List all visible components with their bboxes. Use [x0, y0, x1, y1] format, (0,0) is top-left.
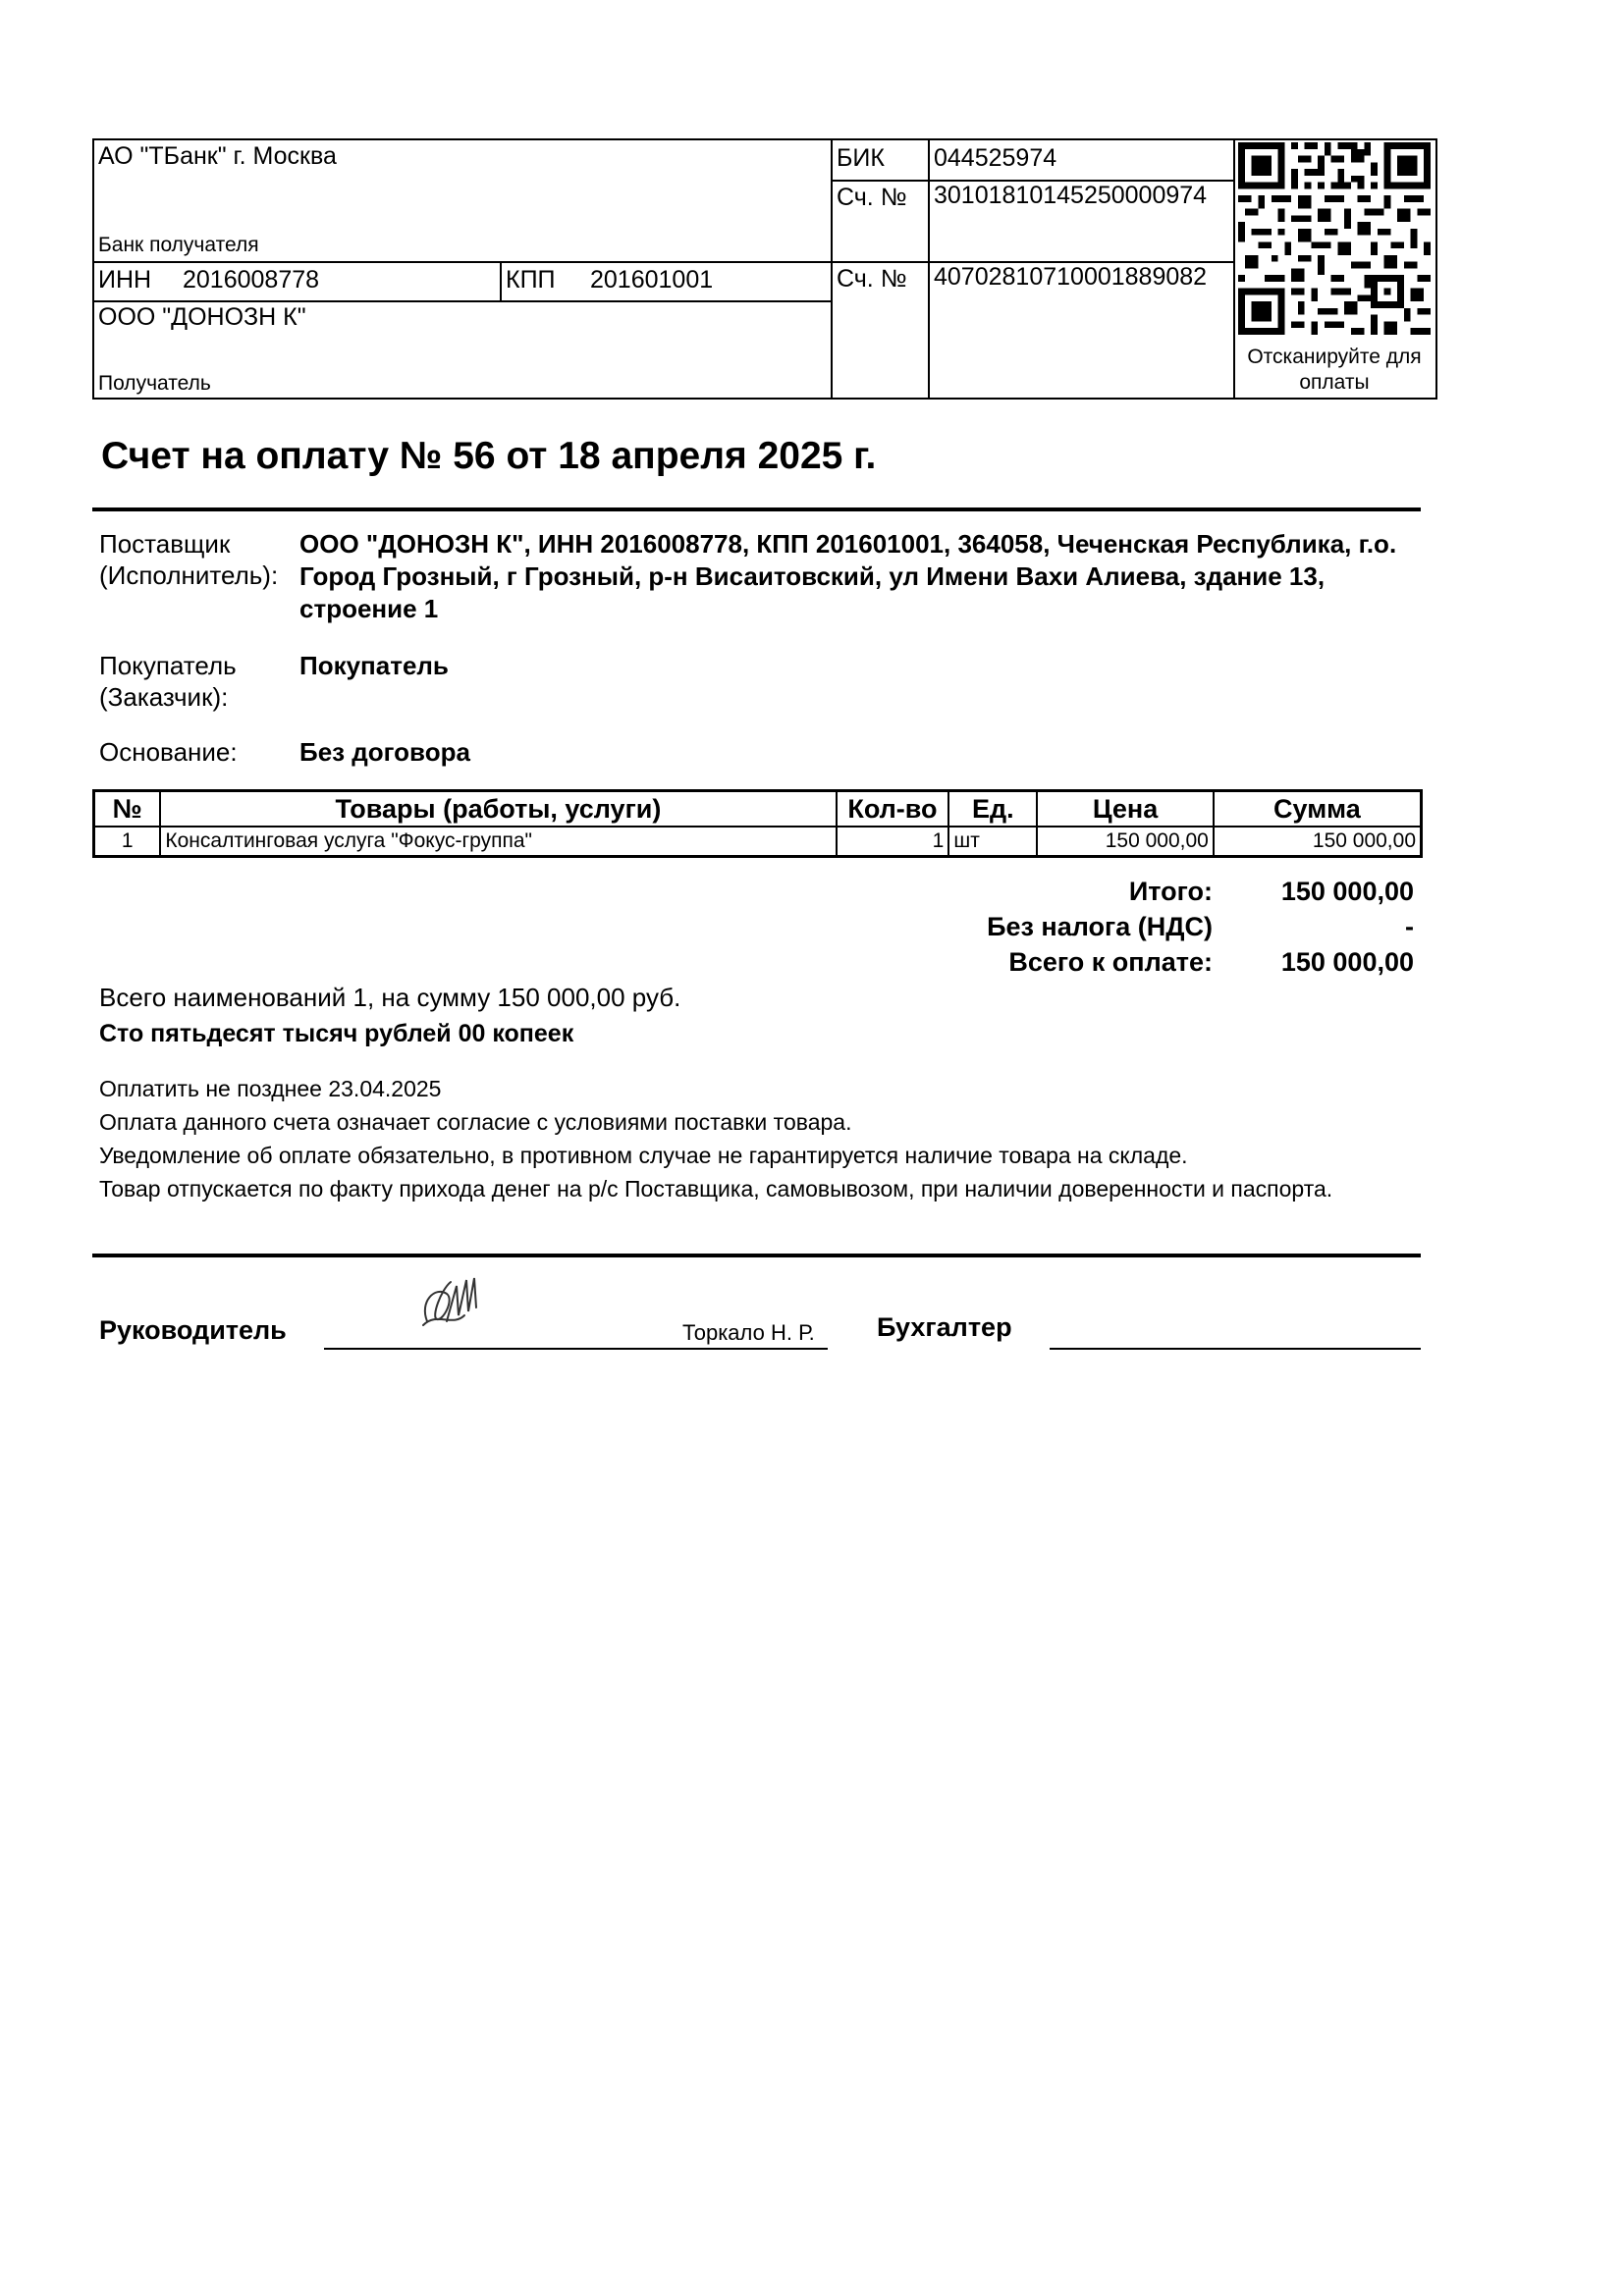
column-header: Сумма — [1214, 791, 1422, 828]
item-quantity: 1 — [837, 827, 949, 857]
bank-details-block — [92, 138, 1437, 400]
item-unit: шт — [948, 827, 1037, 857]
term-line: Оплатить не позднее 23.04.2025 — [99, 1076, 442, 1101]
item-name: Консалтинговая услуга "Фокус-группа" — [160, 827, 836, 857]
basis-label: Основание: — [99, 737, 238, 767]
accountant-label: Бухгалтер — [877, 1312, 1012, 1342]
table-row — [94, 827, 1422, 857]
inn-label: ИНН — [98, 266, 152, 294]
amount-in-words: Сто пятьдесят тысяч рублей 00 копеек — [99, 1020, 574, 1047]
recipient-caption: Получатель — [98, 372, 211, 395]
term-line: Уведомление об оплате обязательно, в противном случае не гарантируется наличие товара на складе. — [99, 1143, 1188, 1168]
items-count-line: Всего наименований 1, на сумму 150 000,00 руб. — [99, 983, 681, 1012]
corr-account-value: 30101810145250000974 — [934, 182, 1208, 209]
director-signature-line — [324, 1348, 828, 1350]
corr-account-label: Сч. № — [837, 184, 907, 211]
handwritten-signature-icon — [417, 1272, 496, 1339]
accountant-signature-line — [1050, 1348, 1421, 1350]
kpp-label: КПП — [506, 266, 556, 294]
bik-label: БИК — [837, 144, 885, 172]
director-label: Руководитель — [99, 1315, 287, 1345]
items-table — [92, 789, 1423, 858]
item-price: 150 000,00 — [1037, 827, 1214, 857]
bank-caption: Банк получателя — [98, 234, 259, 256]
qr-code-icon — [1238, 142, 1431, 335]
kpp-value: 201601001 — [590, 266, 714, 294]
due-label: Всего к оплате: — [1008, 947, 1213, 977]
recipient-name: ООО "ДОНОЗН К" — [98, 303, 306, 331]
qr-caption: Отсканируйте для оплаты — [1247, 346, 1422, 394]
item-sum: 150 000,00 — [1214, 827, 1422, 857]
account-label: Сч. № — [837, 265, 907, 293]
total-value: 150 000,00 — [1280, 877, 1414, 906]
buyer-label: Покупатель (Заказчик): — [99, 651, 237, 712]
column-header: Ед. — [948, 791, 1037, 828]
buyer-value: Покупатель — [299, 651, 449, 680]
director-name: Торкало Н. Р. — [682, 1320, 815, 1345]
account-value: 40702810710001889082 — [934, 263, 1208, 291]
term-line: Товар отпускается по факту прихода денег на р/с Поставщика, самовывозом, при наличии доверенности и паспорта. — [99, 1176, 1333, 1201]
table-header-row — [94, 791, 1422, 828]
vat-label: Без налога (НДС) — [987, 912, 1213, 941]
column-header: № — [94, 791, 161, 828]
title-divider — [92, 507, 1421, 511]
column-header: Цена — [1037, 791, 1214, 828]
bik-value: 044525974 — [934, 144, 1057, 172]
column-header: Кол-во — [837, 791, 949, 828]
column-header: Товары (работы, услуги) — [160, 791, 836, 828]
inn-value: 2016008778 — [183, 266, 320, 294]
invoice-title: Счет на оплату № 56 от 18 апреля 2025 г. — [101, 435, 877, 477]
basis-value: Без договора — [299, 737, 470, 767]
qr-code-area — [1233, 140, 1435, 398]
vat-value: - — [1405, 912, 1414, 941]
footer-divider — [92, 1254, 1421, 1257]
total-label: Итого: — [1128, 877, 1213, 906]
supplier-value: ООО "ДОНОЗН К", ИНН 2016008778, КПП 201601001, 364058, Чеченская Республика, г.о. Город Грозный, г Грозный, р-н Висаитовский, ул Имени Вахи Алиева, здание 13, строение 1 — [299, 529, 1397, 623]
due-value: 150 000,00 — [1280, 947, 1414, 977]
supplier-label: Поставщик (Исполнитель): — [99, 529, 279, 590]
bank-name: АО "ТБанк" г. Москва — [98, 142, 337, 170]
row-number: 1 — [94, 827, 161, 857]
term-line: Оплата данного счета означает согласие с условиями поставки товара. — [99, 1109, 852, 1135]
